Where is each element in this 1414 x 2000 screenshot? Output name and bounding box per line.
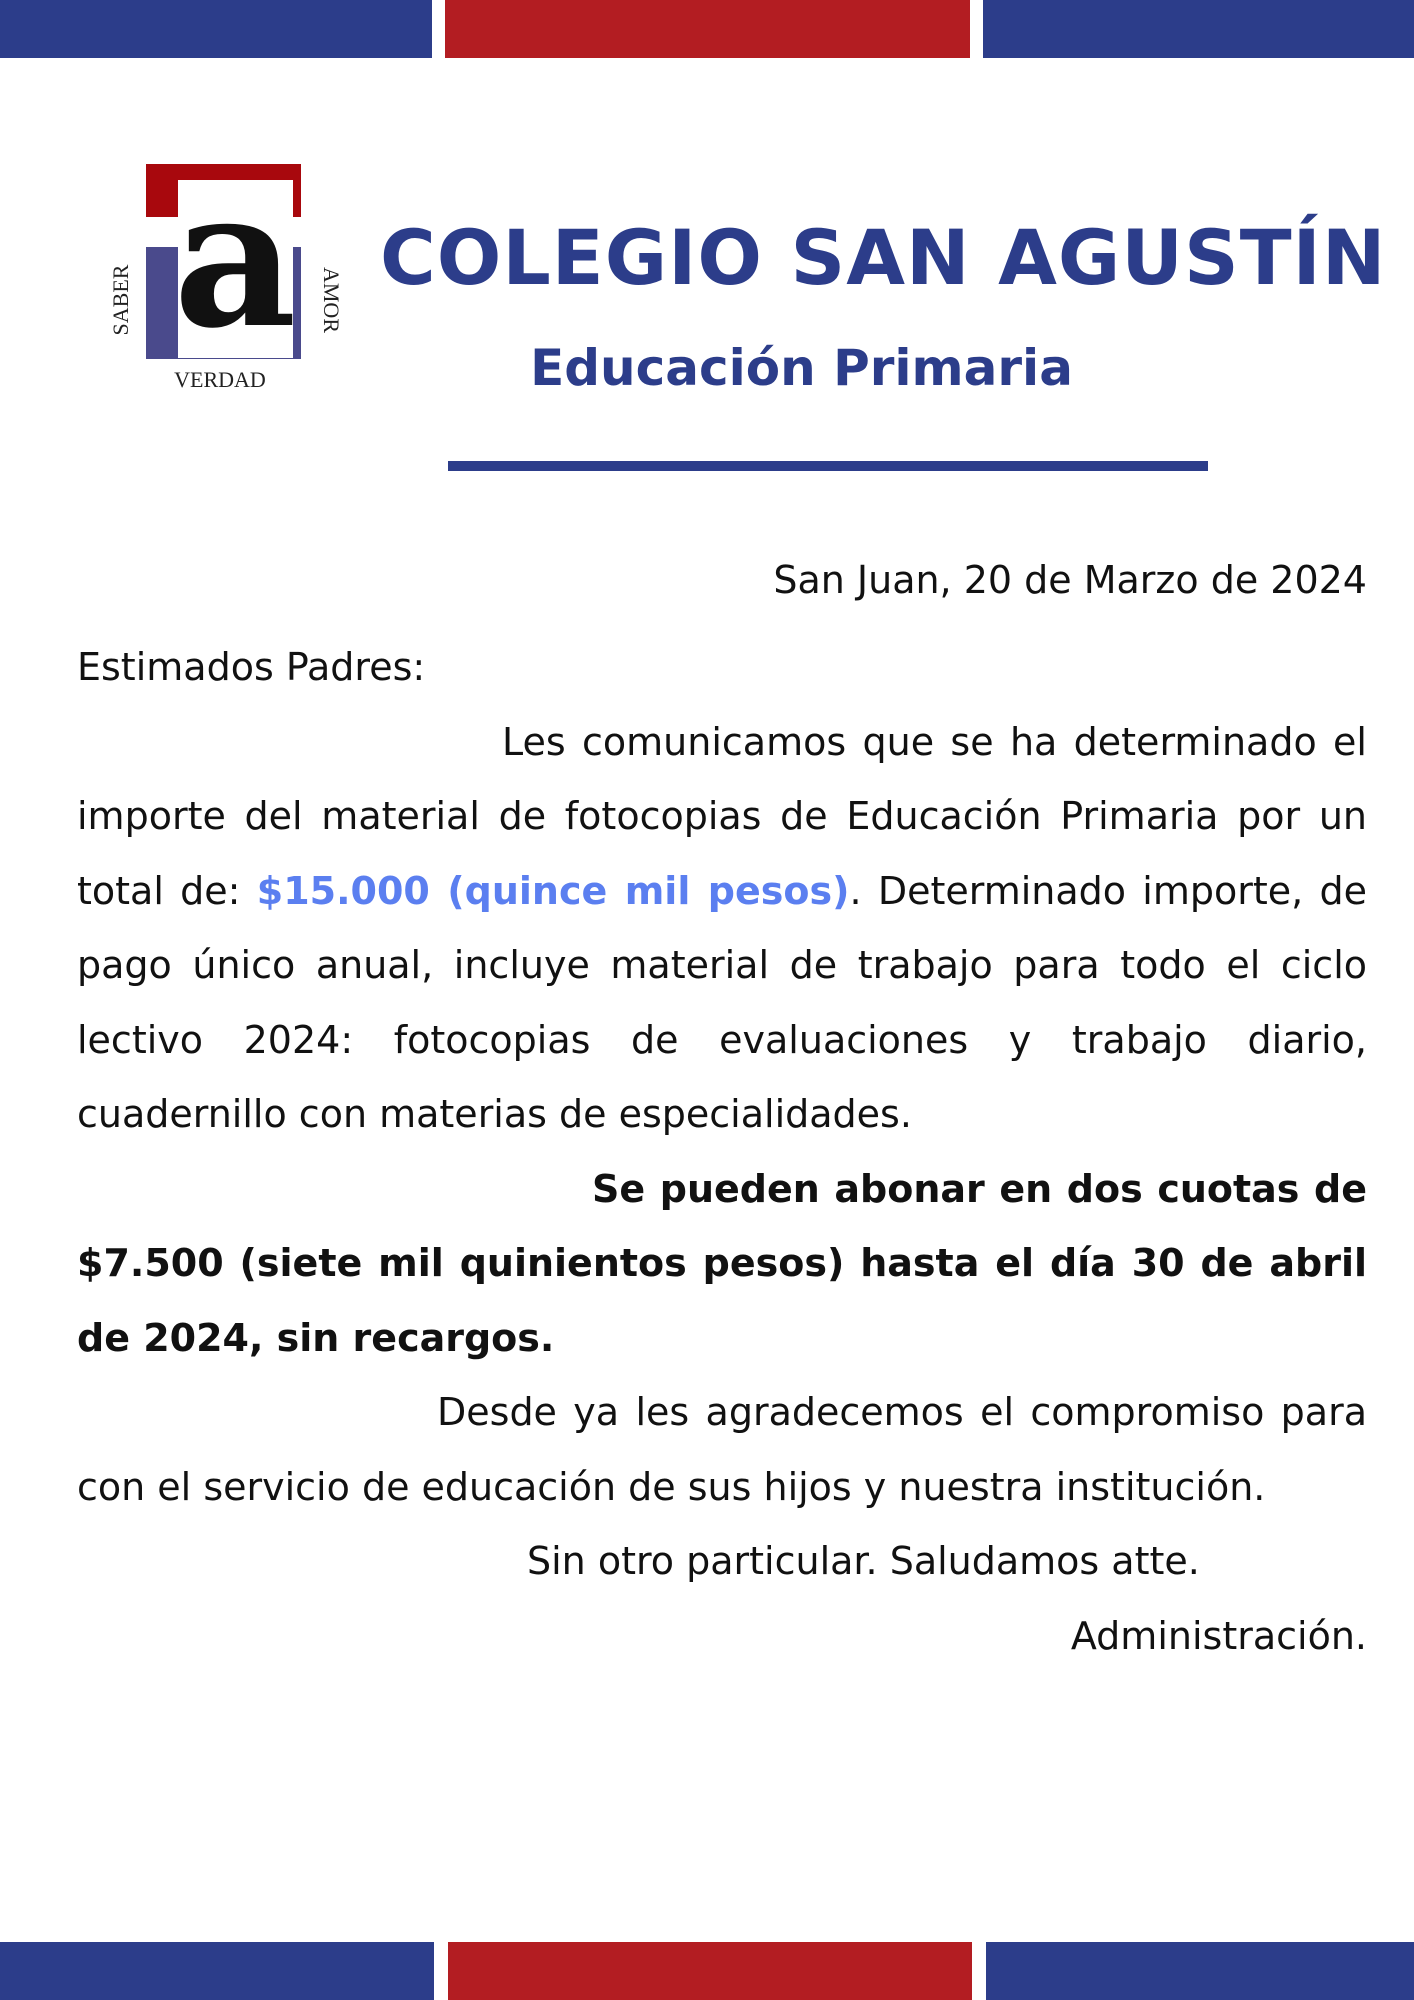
paragraph-installments: Se pueden abonar en dos cuotas de $7.500 (siete mil quinientos pesos) hasta el día 30 de abril de 2024, sin recargos.	[77, 1166, 1367, 1360]
logo-letter: a	[173, 155, 297, 370]
school-level: Educación Primaria	[530, 339, 1073, 397]
bottom-bar-center	[448, 1942, 972, 2000]
logo-label-right: AMOR	[319, 266, 344, 334]
top-bar-center	[445, 0, 970, 58]
bottom-bar-right	[986, 1942, 1414, 2000]
top-bar-right	[983, 0, 1414, 58]
top-bar-left	[0, 0, 432, 58]
paragraph-cost-end: . Determinado importe, de pago único anual, incluye material de trabajo para todo el ciclo lectivo 2024: fotocopias de evaluaciones y trabajo diario, cuadernillo con materias de especialidades.	[77, 868, 1368, 1136]
letter-body	[77, 630, 1367, 1673]
paragraph-cost	[77, 705, 1367, 1152]
school-name: COLEGIO SAN AGUSTÍN	[380, 213, 1387, 302]
closing-line: Sin otro particular. Saludamos atte.	[527, 1539, 1200, 1583]
paragraph-cost-start: Les comunicamos que se ha determinado el importe del material de fotocopias de Educación Primaria por un total de:	[77, 719, 1367, 913]
signature: Administración.	[1070, 1613, 1367, 1658]
cost-amount: $15.000 (quince mil pesos)	[256, 868, 850, 913]
school-logo	[100, 155, 350, 405]
letter-date: San Juan, 20 de Marzo de 2024	[773, 558, 1367, 602]
bottom-bar-left	[0, 1942, 434, 2000]
letter-greeting: Estimados Padres:	[77, 645, 426, 689]
logo-label-bottom: VERDAD	[174, 367, 266, 392]
header-divider	[448, 461, 1208, 471]
logo-label-left: SABER	[108, 264, 133, 336]
paragraph-thanks: Desde ya les agradecemos el compromiso para con el servicio de educación de sus hijos y nuestra institución.	[77, 1390, 1367, 1509]
